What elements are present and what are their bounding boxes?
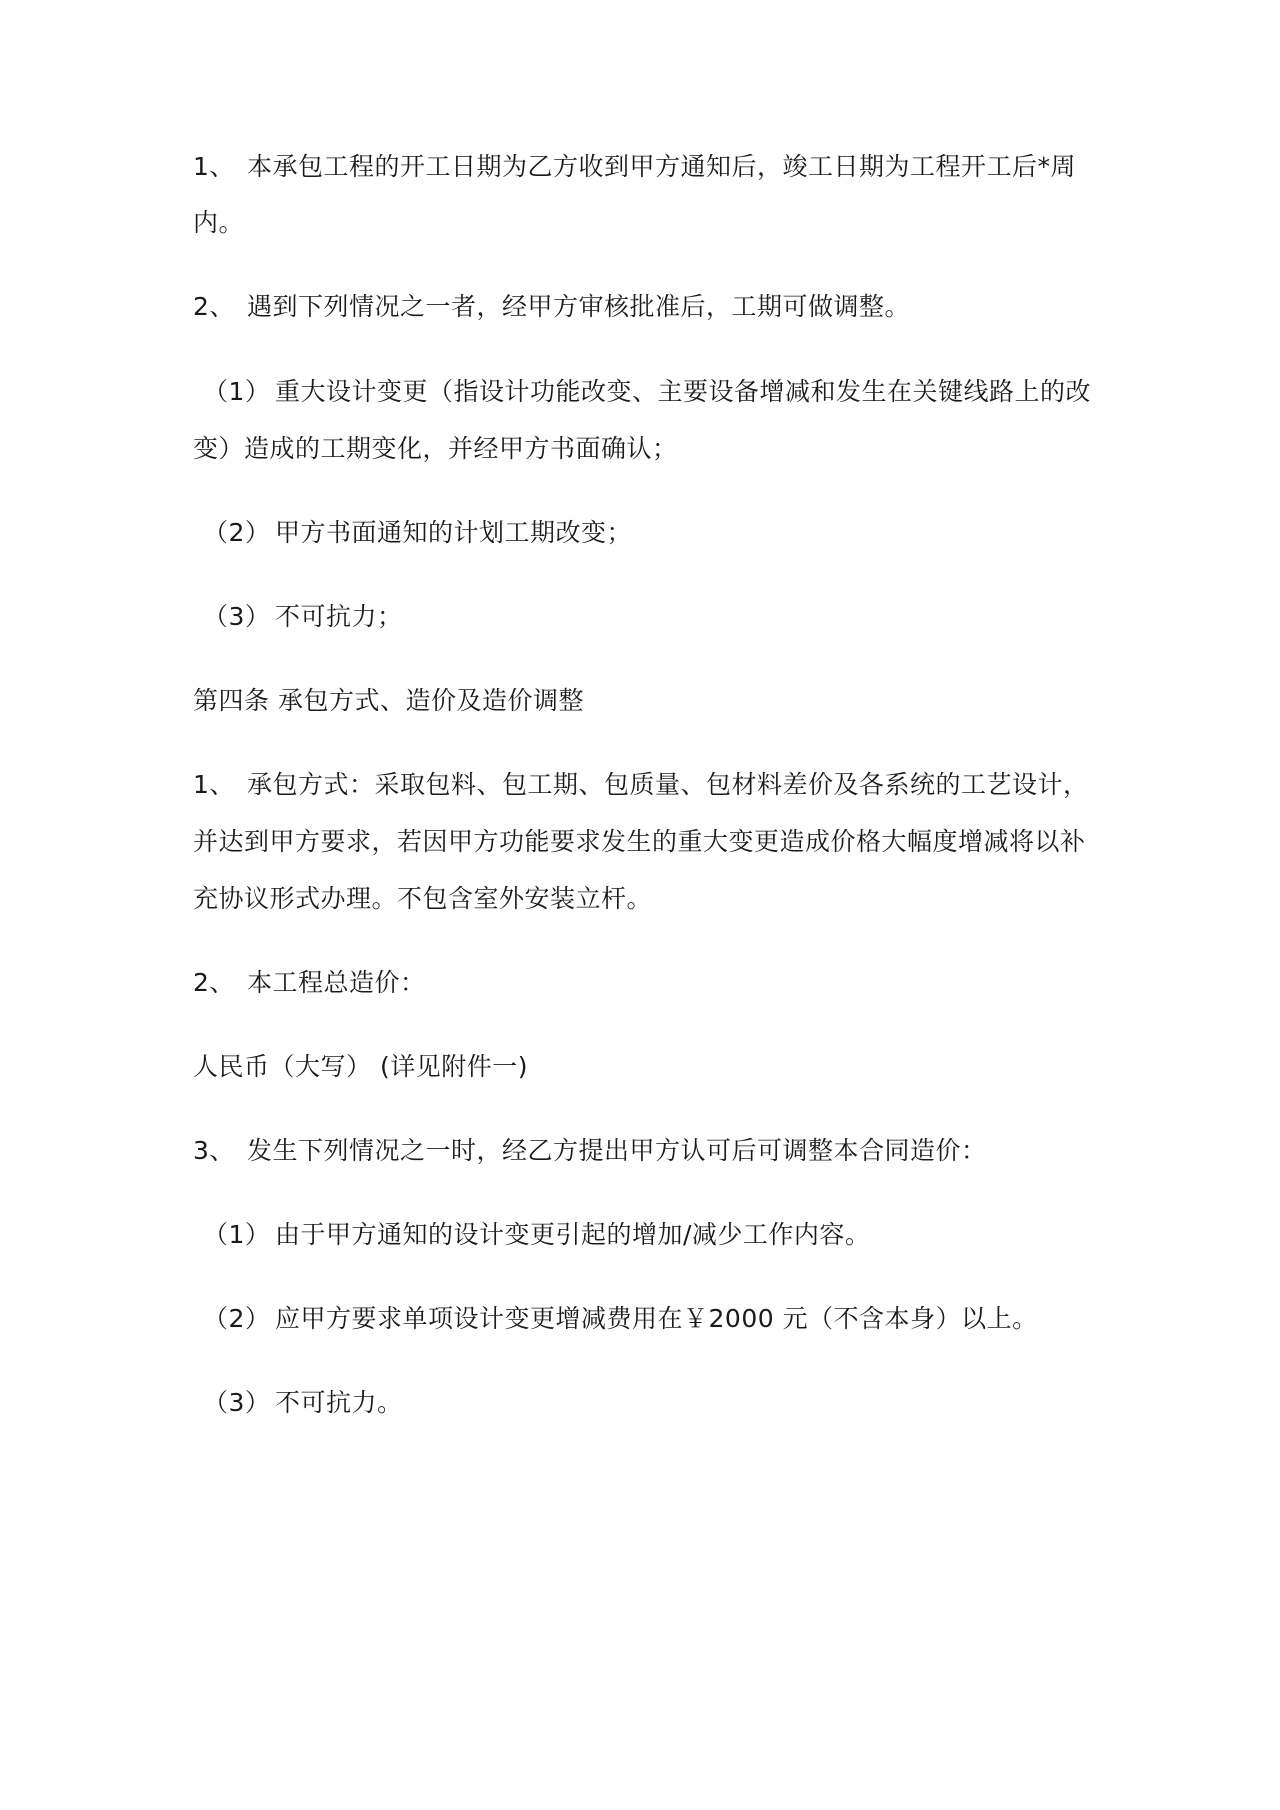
item-1-number: 1、 bbox=[193, 152, 235, 181]
a4-sub-item-2 bbox=[203, 1302, 1103, 1336]
sub-item-1-text: 重大设计变更（指设计功能改变、主要设备增减和发生在关键线路上的改 bbox=[275, 377, 1092, 406]
item-2-number: 2、 bbox=[193, 292, 235, 321]
item-1-line-2: 内。 bbox=[193, 208, 245, 237]
sub-item-3 bbox=[203, 600, 1103, 634]
a4-sub-item-3 bbox=[203, 1386, 1103, 1420]
a4-item-1-text: 承包方式：采取包料、包工期、包质量、包材料差价及各系统的工艺设计， bbox=[247, 770, 1089, 799]
rmb-amount-line: 人民币（大写） (详见附件一) bbox=[193, 1052, 528, 1081]
item-2-text: 遇到下列情况之一者，经甲方审核批准后，工期可做调整。 bbox=[247, 292, 911, 321]
a4-sub-item-1-number: （1） bbox=[203, 1220, 271, 1249]
sub-item-3-text: 不可抗力； bbox=[275, 602, 403, 631]
a4-sub-item-3-text: 不可抗力。 bbox=[275, 1388, 403, 1417]
a4-item-3 bbox=[193, 1134, 1093, 1168]
item-1-text: 本承包工程的开工日期为乙方收到甲方通知后，竣工日期为工程开工后*周 bbox=[247, 152, 1077, 181]
a4-item-1-number: 1、 bbox=[193, 770, 235, 799]
sub-item-2 bbox=[203, 516, 1103, 550]
sub-item-2-number: （2） bbox=[203, 518, 271, 547]
item-2 bbox=[193, 290, 1093, 324]
a4-item-3-text: 发生下列情况之一时，经乙方提出甲方认可后可调整本合同造价： bbox=[247, 1136, 987, 1165]
a4-item-1-line-3: 充协议形式办理。不包含室外安装立杆。 bbox=[193, 884, 653, 913]
article-4-heading: 第四条 承包方式、造价及造价调整 bbox=[193, 686, 584, 715]
a4-item-2-text: 本工程总造价： bbox=[247, 968, 426, 997]
sub-item-2-text: 甲方书面通知的计划工期改变； bbox=[275, 518, 633, 547]
a4-item-2-number: 2、 bbox=[193, 968, 235, 997]
a4-sub-item-2-text: 应甲方要求单项设计变更增减费用在￥2000 元（不含本身）以上。 bbox=[275, 1304, 1038, 1333]
a4-sub-item-3-number: （3） bbox=[203, 1388, 271, 1417]
a4-item-3-number: 3、 bbox=[193, 1136, 235, 1165]
a4-item-1-line-1 bbox=[193, 768, 1093, 802]
a4-sub-item-1-text: 由于甲方通知的设计变更引起的增加/减少工作内容。 bbox=[275, 1220, 871, 1249]
sub-item-1-line-2: 变）造成的工期变化，并经甲方书面确认； bbox=[193, 434, 678, 463]
a4-item-2 bbox=[193, 966, 1093, 1000]
a4-sub-item-1 bbox=[203, 1218, 1103, 1252]
item-1-line-1 bbox=[193, 150, 1093, 184]
a4-item-1-line-2: 并达到甲方要求，若因甲方功能要求发生的重大变更造成价格大幅度增减将以补 bbox=[193, 827, 1086, 856]
sub-item-1-number: （1） bbox=[203, 377, 271, 406]
sub-item-1-line-1 bbox=[203, 375, 1103, 409]
sub-item-3-number: （3） bbox=[203, 602, 271, 631]
a4-sub-item-2-number: （2） bbox=[203, 1304, 271, 1333]
